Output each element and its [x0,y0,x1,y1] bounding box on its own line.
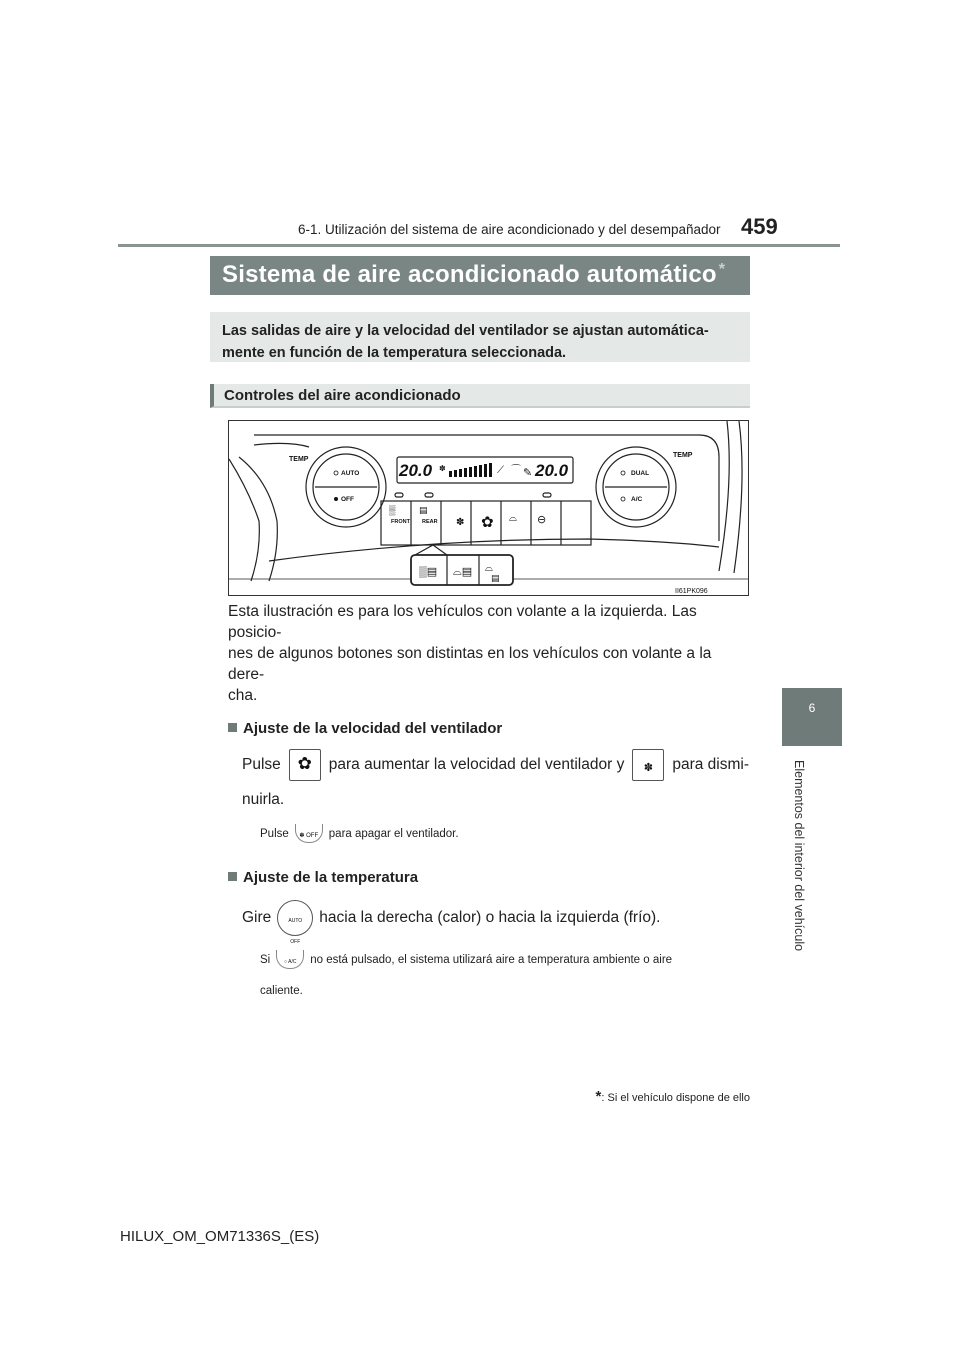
off-label: OFF [341,496,354,503]
page-number: 459 [741,214,778,239]
fan-text-b: para aumentar la velocidad del ventilador y [328,756,625,774]
chapter-side-label [790,760,812,950]
fan-heading [228,718,750,739]
footnote [580,1088,750,1105]
intro-box [210,312,750,362]
rear-label: REAR [422,519,438,525]
section-header: 6-1. Utilización del sistema de aire acondicionado y del desempañador [298,222,721,237]
header-rule [118,244,840,247]
temp-text-a: Gire [242,909,272,927]
intro-line: Las salidas de aire y la velocidad del ventilador se ajustan automática- [222,323,709,339]
climate-panel-illustration [228,420,749,596]
chapter-tab [782,688,842,746]
controls-heading: Controles del aire acondicionado [224,387,461,404]
fan-off-note [260,824,750,845]
temp-heading-text: Ajuste de la temperatura [243,869,419,886]
temp-note [260,950,750,971]
footnote-asterisk: * [595,1088,602,1105]
temp-instruction [242,900,750,945]
display-temp-left: 20.0 [399,461,433,480]
fan-instruction [242,749,750,781]
ac-icon: ○ A/C [276,950,304,969]
svg-text:✎: ✎ [523,467,533,479]
svg-text:✽: ✽ [439,464,446,473]
temp-label-left: TEMP [289,456,309,463]
page-title-bar [210,256,750,295]
page-title: Sistema de aire acondicionado automático [222,261,717,288]
temp-label-right: TEMP [673,452,693,459]
temp-text-b: hacia la derecha (calor) o hacia la izquierda (frío). [319,909,661,927]
svg-text:▤: ▤ [491,573,500,583]
ac-label: A/C [631,496,643,503]
intro-line: mente en función de la temperatura seleccionada. [222,345,567,361]
temp-note-b: no está pulsado, el sistema utilizará aire a temperatura ambiente o aire [310,954,673,966]
svg-text:⌒: ⌒ [511,465,521,476]
svg-text:⌓▤: ⌓▤ [453,566,473,578]
svg-text:▒▤: ▒▤ [419,566,438,578]
front-label: FRONT [391,519,410,525]
title-asterisk: * [718,261,726,278]
chapter-title: Elementos del interior del vehículo [792,760,806,952]
bullet-square [228,872,237,881]
svg-text:⟋: ⟋ [497,465,504,476]
fan-high-icon: ✿ [289,749,321,781]
note-line: cha. [228,687,258,704]
svg-text:✽: ✽ [456,517,465,528]
knob-icon: AUTO OFF [277,900,313,936]
fan-text-a: Pulse [242,756,281,774]
svg-text:⊖: ⊖ [537,514,547,526]
fan-low-icon: ✽ [632,749,664,781]
fan-off-text-a: Pulse [260,828,289,840]
fan-off-text-b: para apagar el ventilador. [328,828,459,840]
svg-text:✿: ✿ [481,514,494,531]
svg-text:▒: ▒ [389,505,396,515]
illustration-note [228,601,750,706]
dual-label: DUAL [631,470,650,477]
off-icon: ✽ OFF [295,824,323,843]
climate-panel-drawing [229,421,749,596]
footnote-text: : Si el vehículo dispone de ello [601,1092,750,1104]
body-content [228,601,750,1002]
document-code: HILUX_OM_OM71336S_(ES) [120,1228,320,1245]
temp-note-cont: caliente. [260,985,303,997]
fan-heading-text: Ajuste de la velocidad del ventilador [243,720,503,737]
temp-heading [228,867,750,888]
fan-instruction-cont: nuirla. [242,791,285,808]
svg-text:⌓: ⌓ [509,513,517,524]
controls-heading-bar [210,384,750,408]
auto-label: AUTO [341,470,360,477]
temp-note-a: Si [260,954,271,966]
svg-text:▤: ▤ [419,505,428,515]
fan-text-c: para dismi- [672,756,749,774]
note-line: nes de algunos botones son distintas en los vehículos con volante a la dere- [228,645,712,683]
note-line: Esta ilustración es para los vehículos con volante a la izquierda. Las posicio- [228,603,697,641]
bullet-square [228,723,237,732]
display-temp-right: 20.0 [535,461,569,480]
svg-text:⌓: ⌓ [485,563,493,574]
figure-code: II61PK096 [675,588,708,595]
chapter-number: 6 [808,701,816,715]
